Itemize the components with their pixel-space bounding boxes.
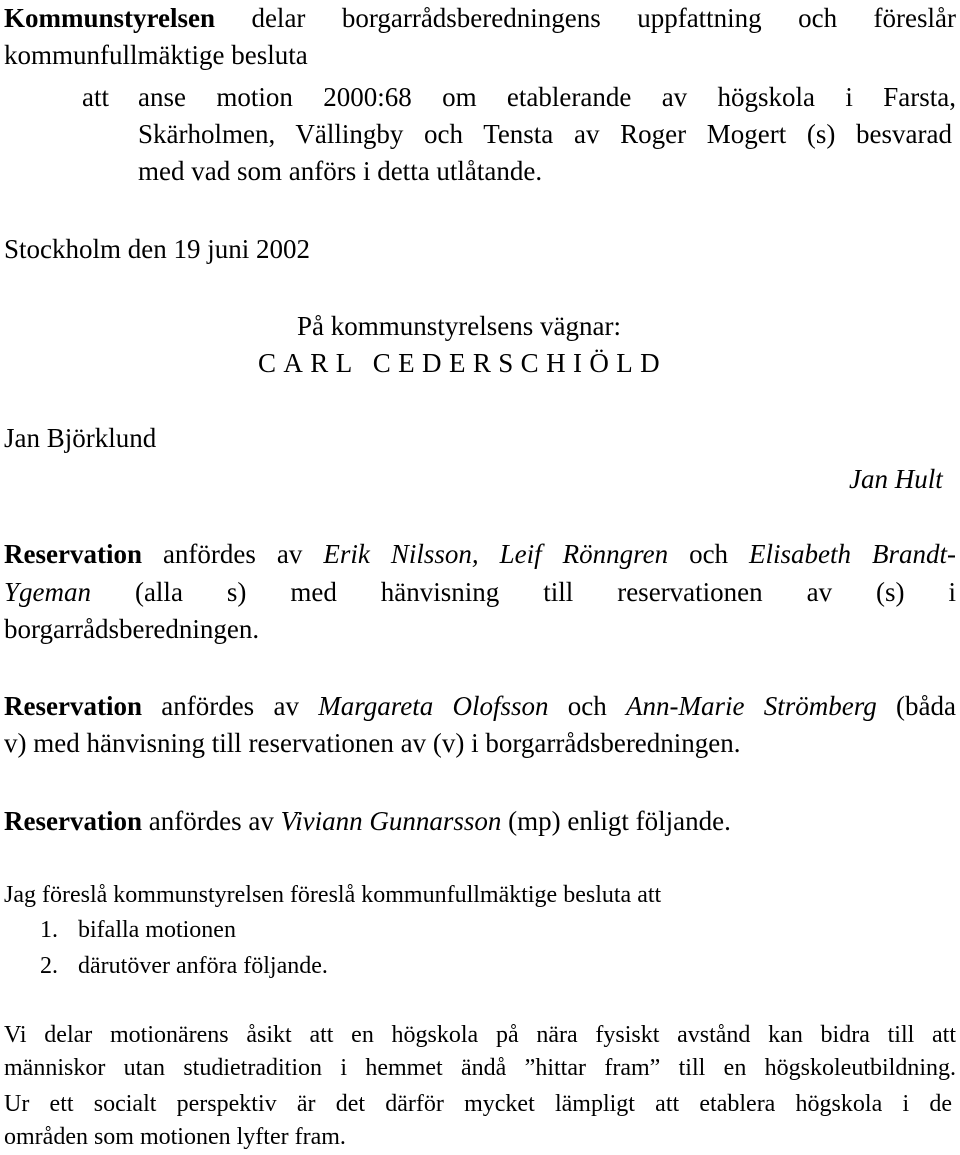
paragraph-line-3: Ur ett socialt perspektiv är det därför mycket lämpligt att etablera högskola i de (4, 1091, 952, 1117)
att-label: att (82, 82, 109, 112)
reservation-label: Reservation (4, 691, 142, 721)
reservation-2-line-1: Reservation anfördes av Margareta Olofsson och Ann-Marie Strömberg (båda (4, 691, 956, 721)
right-signatory: Jan Hult (849, 464, 943, 494)
proposal-intro: Jag föreslå kommunstyrelsen föreslå kommunfullmäktige besluta att (4, 882, 662, 908)
reservation-2-line-2: v) med hänvisning till reservationen av (v) i borgarrådsberedningen. (4, 728, 741, 758)
proposal-item-2-num: 2. (40, 953, 58, 979)
dateline: Stockholm den 19 juni 2002 (4, 234, 310, 264)
att-line-1: anse motion 2000:68 om etablerande av högskola i Farsta, (138, 82, 956, 112)
att-line-3: med vad som anförs i detta utlåtande. (138, 156, 543, 186)
reservation-label: Reservation (4, 539, 142, 569)
left-signatory: Jan Björklund (4, 423, 157, 453)
decision-lead-rest: delar borgarrådsberedningens uppfattning och föreslår (215, 3, 956, 33)
proposal-item-1-num: 1. (40, 917, 58, 943)
proposal-item-2-text: därutöver anföra följande. (78, 953, 328, 979)
chair-name: CARL CEDERSCHIÖLD (258, 348, 668, 378)
paragraph-line-2: människor utan studietradition i hemmet ändå ”hittar fram” till en högskoleutbildning. (4, 1055, 956, 1081)
reservation-1-line-2: Ygeman (alla s) med hänvisning till reservationen av (s) i (4, 577, 956, 607)
on-behalf: På kommunstyrelsens vägnar: (297, 311, 621, 341)
decision-line-2: kommunfullmäktige besluta (4, 40, 308, 70)
decision-lead: Kommunstyrelsen (4, 3, 216, 33)
reservation-1-line-1: Reservation anfördes av Erik Nilsson, Leif Rönngren och Elisabeth Brandt- (4, 539, 956, 569)
decision-line-1 (4, 0, 956, 37)
reservation-label: Reservation (4, 806, 142, 836)
reservation-1-line-3: borgarrådsberedningen. (4, 614, 260, 644)
paragraph-line-1: Vi delar motionärens åsikt att en högskola på nära fysiskt avstånd kan bidra till att (4, 1022, 956, 1048)
reservation-3-line-1: Reservation anfördes av Viviann Gunnarsson (mp) enligt följande. (4, 806, 731, 836)
att-line-2: Skärholmen, Vällingby och Tensta av Roger Mogert (s) besvarad (138, 119, 952, 149)
paragraph-line-4: områden som motionen lyfter fram. (4, 1124, 346, 1150)
proposal-item-1-text: bifalla motionen (78, 917, 236, 943)
